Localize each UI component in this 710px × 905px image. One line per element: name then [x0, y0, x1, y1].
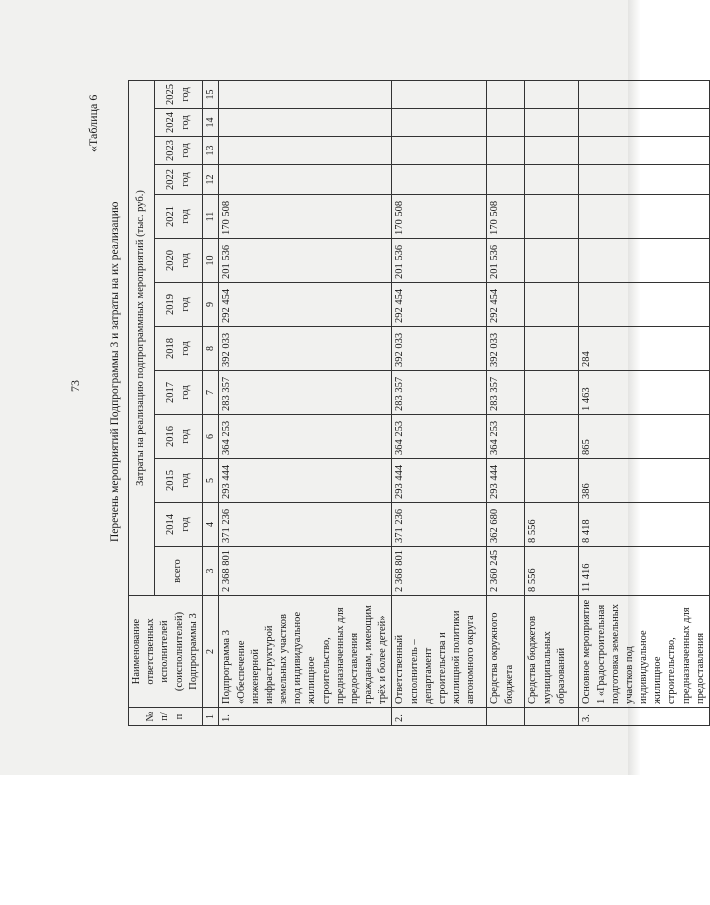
cell-value [525, 239, 579, 283]
column-number: 12 [202, 165, 219, 195]
cell-value: 364 253 [219, 415, 392, 459]
header-row-1 [129, 81, 155, 726]
costs-table [128, 80, 710, 726]
row-name: Средства окружного бюджета [487, 596, 525, 708]
row-name: Подпрограмма 3 «Обеспечение инженерной инфраструктурой земельных участков под индивидуальное жилищное строительство, предназначенных для предоставления гражданам, имеющим трёх и более детей» [219, 596, 392, 708]
header-year: 2022 год [155, 165, 203, 195]
table-row [525, 81, 579, 726]
table-title: Перечень мероприятий Подпрограммы 3 и затраты на их реализацию [109, 201, 121, 542]
cell-value [525, 415, 579, 459]
cell-value: 392 033 [392, 327, 487, 371]
cell-value: 364 253 [392, 415, 487, 459]
table-row [219, 81, 392, 726]
row-num: 3. [579, 708, 710, 726]
header-year: 2020 год [155, 239, 203, 283]
cell-value: 293 444 [219, 459, 392, 503]
cell-value [525, 81, 579, 109]
cell-value: 293 444 [487, 459, 525, 503]
row-num: 1. [219, 708, 392, 726]
cell-value: 386 [579, 459, 710, 503]
column-number: 14 [202, 109, 219, 137]
column-number: 9 [202, 283, 219, 327]
header-year: 2024 год [155, 109, 203, 137]
cell-value: 283 357 [219, 371, 392, 415]
row-name: Ответственный исполнитель – департамент строительства и жилищной политики автономного округа [392, 596, 487, 708]
cell-value [487, 81, 525, 109]
cell-value [525, 459, 579, 503]
row-name: Средства бюджетов муниципальных образований [525, 596, 579, 708]
row-num: 2. [392, 708, 487, 726]
cell-value: 371 236 [219, 503, 392, 547]
header-num: № п/п [129, 708, 203, 726]
cell-value: 170 508 [219, 195, 392, 239]
cell-value [487, 165, 525, 195]
cell-value: 283 357 [487, 371, 525, 415]
table-label: «Таблица 6 [86, 94, 100, 152]
cell-value [487, 137, 525, 165]
column-number: 6 [202, 415, 219, 459]
header-costs-group: Затраты на реализацию подпрограммных мероприятий (тыс. руб.) [129, 81, 155, 596]
cell-value [525, 137, 579, 165]
cell-value: 292 454 [392, 283, 487, 327]
table-row [487, 81, 525, 726]
row-num [487, 708, 525, 726]
cell-value: 292 454 [487, 283, 525, 327]
header-total: всего [155, 547, 203, 596]
cell-value: 8 556 [525, 503, 579, 547]
rotated-document [0, 52, 706, 772]
cell-value: 371 236 [392, 503, 487, 547]
table-row [579, 81, 710, 726]
column-number: 2 [202, 596, 219, 708]
cell-value: 170 508 [392, 195, 487, 239]
cell-value: 2 368 801 [219, 547, 392, 596]
cell-value: 2 368 801 [392, 547, 487, 596]
cell-value [219, 109, 392, 137]
header-year: 2015 год [155, 459, 203, 503]
cell-value: 201 536 [487, 239, 525, 283]
cell-value [525, 165, 579, 195]
cell-value [392, 165, 487, 195]
column-number: 7 [202, 371, 219, 415]
cell-value [392, 81, 487, 109]
cell-value [525, 371, 579, 415]
cell-value: 8 556 [525, 547, 579, 596]
cell-value: 293 444 [392, 459, 487, 503]
cell-value [579, 195, 710, 239]
header-year: 2019 год [155, 283, 203, 327]
cell-value [579, 165, 710, 195]
cell-value: 2 360 245 [487, 547, 525, 596]
cell-value [579, 81, 710, 109]
header-year: 2018 год [155, 327, 203, 371]
header-year: 2025 год [155, 81, 203, 109]
column-number: 10 [202, 239, 219, 283]
cell-value: 284 [579, 327, 710, 371]
column-number: 11 [202, 195, 219, 239]
cell-value [392, 109, 487, 137]
cell-value: 292 454 [219, 283, 392, 327]
cell-value: 283 357 [392, 371, 487, 415]
cell-value [219, 137, 392, 165]
cell-value [579, 109, 710, 137]
cell-value [579, 137, 710, 165]
cell-value: 392 033 [219, 327, 392, 371]
cell-value [579, 239, 710, 283]
cell-value [219, 165, 392, 195]
table-row [392, 81, 487, 726]
cell-value [579, 283, 710, 327]
cell-value [525, 327, 579, 371]
cell-value: 8 418 [579, 503, 710, 547]
column-number: 3 [202, 547, 219, 596]
cell-value [525, 195, 579, 239]
cell-value: 364 253 [487, 415, 525, 459]
cell-value: 1 463 [579, 371, 710, 415]
cell-value [392, 137, 487, 165]
header-year: 2014 год [155, 503, 203, 547]
column-number: 1 [202, 708, 219, 726]
cell-value: 201 536 [219, 239, 392, 283]
cell-value [219, 81, 392, 109]
row-name: Основное мероприятие 1 «Градостроительная подготовка земельных участков под индивидуальное жилищное строительство, предназначенных для предоставления [579, 596, 710, 708]
header-year: 2021 год [155, 195, 203, 239]
cell-value: 392 033 [487, 327, 525, 371]
row-num [525, 708, 579, 726]
cell-value [525, 109, 579, 137]
column-number: 8 [202, 327, 219, 371]
column-number: 13 [202, 137, 219, 165]
header-year: 2016 год [155, 415, 203, 459]
page-number: 73 [68, 380, 82, 392]
cell-value: 362 680 [487, 503, 525, 547]
header-year: 2023 год [155, 137, 203, 165]
column-number: 15 [202, 81, 219, 109]
cell-value [525, 283, 579, 327]
cell-value: 170 508 [487, 195, 525, 239]
cell-value: 201 536 [392, 239, 487, 283]
cell-value: 865 [579, 415, 710, 459]
column-number: 5 [202, 459, 219, 503]
cell-value [487, 109, 525, 137]
column-number-row [202, 81, 219, 726]
header-name: Наименование ответственных исполнителей (соисполнителей) Подпрограммы 3 [129, 596, 203, 708]
column-number: 4 [202, 503, 219, 547]
cell-value: 11 416 [579, 547, 710, 596]
header-year: 2017 год [155, 371, 203, 415]
